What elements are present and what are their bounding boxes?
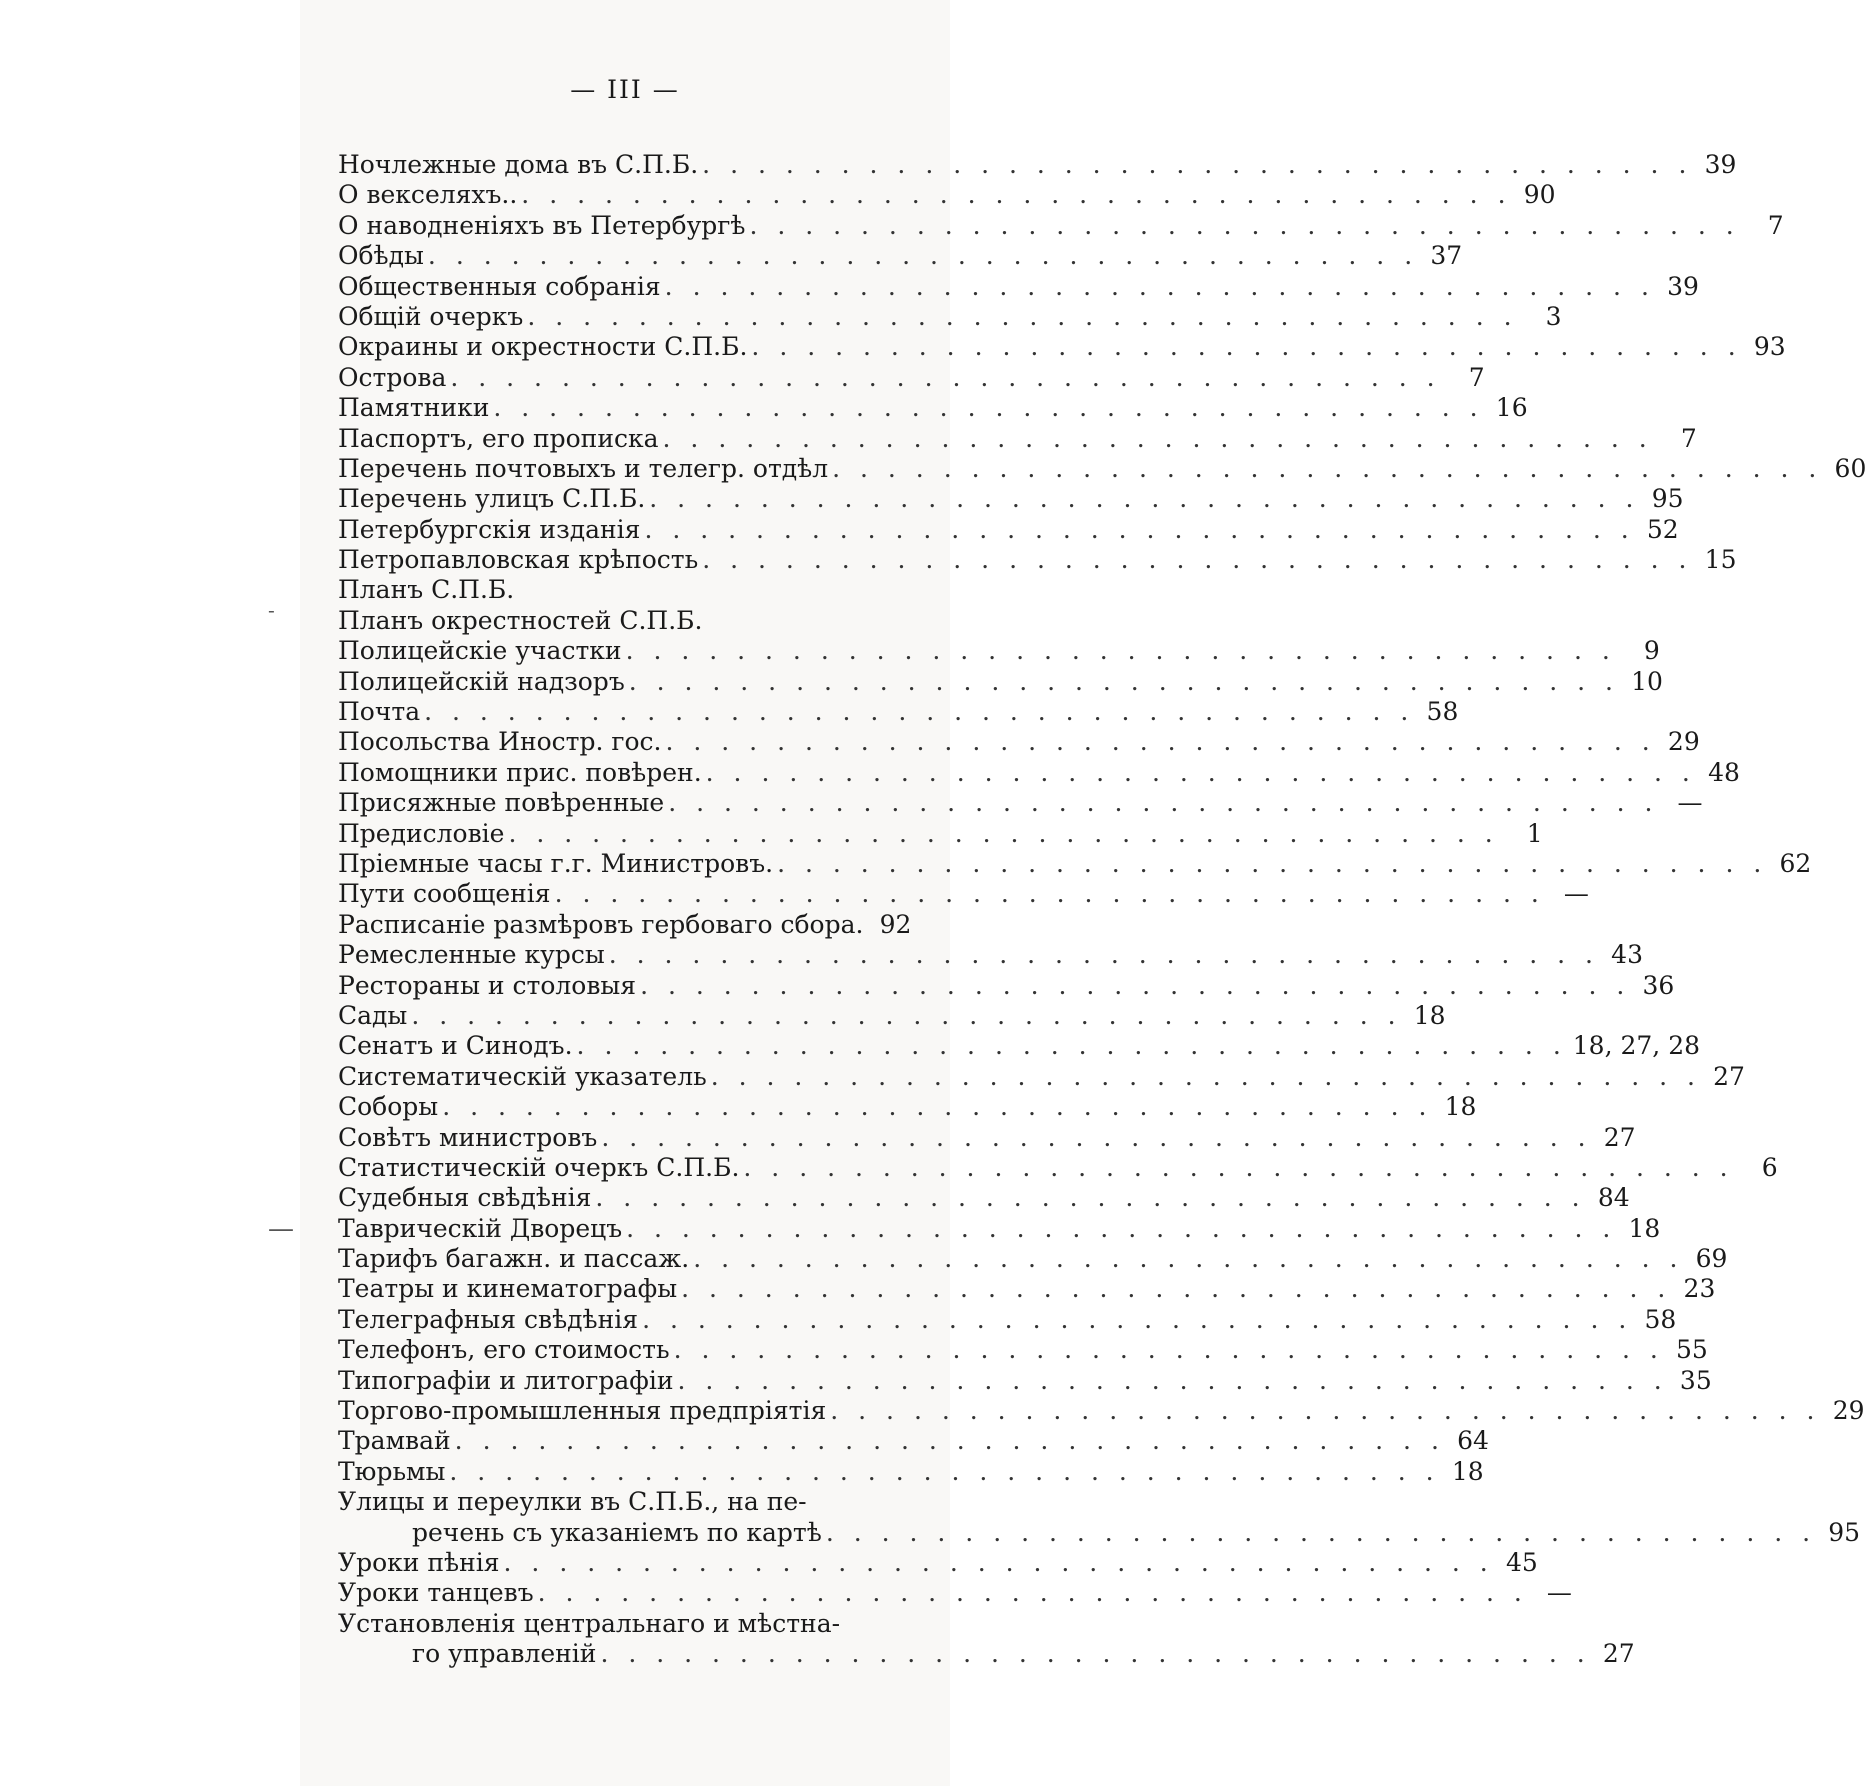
toc-entry-title: Пріемные часы г.г. Министровъ. — [338, 848, 774, 878]
toc-entry — [338, 1183, 1630, 1213]
toc-entry-title: Сенатъ и Синодъ. — [338, 1031, 573, 1061]
dot-leader: . . . . . . . . . . . . . . . . . . . . . . . . . . . . . . . . . . . . — [521, 180, 1512, 210]
toc-entry-page: — — [1677, 788, 1703, 818]
toc-entry-title: Ночлежные дома въ С.П.Б. — [338, 150, 699, 179]
dot-leader: . . . . . . . . . . . . . . . . . . . . . . . . . . . . . . . . . . . . — [424, 697, 1415, 727]
dot-leader: . . . . . . . . . . . . . . . . . . . . . . . . . . . . . . . . . . . . — [576, 1031, 1567, 1061]
toc-entry — [338, 210, 1784, 241]
toc-entry — [338, 1061, 1745, 1092]
toc-entry-page: 29 — [1832, 1396, 1865, 1426]
toc-entry-title: Пути сообщенія — [338, 879, 551, 909]
dot-leader: . . . . . . . . . . . . . . . . . . . . . . . . . . . . . . . . . . . . — [554, 879, 1545, 909]
toc-entry — [338, 301, 1562, 332]
toc-entry-title: Телеграфныя свѣдѣнія — [338, 1304, 639, 1334]
toc-entry-page: 43 — [1611, 940, 1643, 970]
toc-entry — [338, 1244, 1728, 1274]
toc-entry — [338, 848, 1812, 879]
toc-entry-title: Общественныя собранія — [338, 271, 661, 301]
dot-leader: . . . . . . . . . . . . . . . . . . . . . . . . . . . . . . . . . . . . — [673, 1335, 1664, 1365]
dot-leader: . . . . . . . . . . . . . . . . . . . . . . . . . . . . . . . . . . . . — [665, 727, 1656, 757]
toc-entry — [338, 484, 1684, 514]
dot-leader: . . . . . . . . . . . . . . . . . . . . . . . . . . . . . . . . . . . . — [751, 332, 1742, 362]
toc-entry-page: 37 — [1430, 241, 1463, 271]
toc-entry-page: 62 — [1779, 848, 1812, 878]
dot-leader: . . . . . . . . . . . . . . . . . . . . . . . . . . . . . . . . . . . . — [608, 940, 1599, 970]
toc-entry-title: Помощники прис. повѣрен. — [338, 757, 702, 787]
toc-entry-title: Таврическій Дворецъ — [338, 1213, 623, 1243]
toc-entry — [338, 545, 1737, 575]
toc-entry-title: Общій очеркъ — [338, 301, 524, 331]
toc-entry-title: Перечень почтовыхъ и телегр. отдѣл — [338, 453, 829, 483]
toc-entry — [338, 727, 1700, 757]
dot-leader: . . . . . . . . . . . . . . . . . . . . . . . . . . . . . . . . . . . . — [702, 150, 1693, 179]
toc-entry-page: 64 — [1457, 1426, 1489, 1456]
toc-entry-title: Тюрьмы — [338, 1456, 446, 1486]
toc-entry — [338, 1335, 1708, 1365]
toc-entry-title: Почта — [338, 697, 421, 727]
margin-mark: - — [268, 598, 275, 622]
toc-entry-title: Типографіи и литографіи — [338, 1365, 674, 1395]
toc-entry-page: 1 — [1526, 818, 1543, 848]
toc-entry — [338, 1213, 1661, 1244]
dot-leader: . . . . . . . . . . . . . . . . . . . . . . . . . . . . . . . . . . . . — [830, 1396, 1821, 1426]
toc-entry-title: Установленія центральнаго и мѣстна- — [338, 1608, 841, 1638]
toc-entry-title: Паспортъ, его прописка — [338, 423, 659, 453]
toc-entry-page: 27 — [1713, 1061, 1745, 1091]
toc-entry-title: О векселяхъ.. — [338, 180, 518, 210]
toc-entry-page: 6 — [1761, 1152, 1778, 1182]
toc-entry — [338, 1456, 1484, 1487]
toc-entry-title: О наводненіяхъ въ Петербургѣ — [338, 210, 746, 240]
toc-entry-title: Расписаніе размѣровъ гербоваго сбора. — [338, 909, 864, 939]
dot-leader: . . . . . . . . . . . . . . . . . . . . . . . . . . . . . . . . . . . . — [427, 241, 1419, 271]
toc-entry — [338, 909, 912, 940]
toc-entry-page: 18, 27, 28 — [1572, 1031, 1701, 1061]
toc-entry — [338, 241, 1463, 271]
toc-entry-page: 18 — [1451, 1456, 1484, 1486]
toc-entry-title: Петербургскія изданія — [338, 514, 641, 544]
toc-entry-title: Систематическій указатель — [338, 1061, 707, 1091]
dot-leader: . . . . . . . . . . . . . . . . . . . . . . . . . . . . . . . . . . . . — [743, 1152, 1734, 1182]
dot-leader: . . . . . . . . . . . . . . . . . . . . . . . . . . . . . . . . . . . . — [644, 514, 1635, 544]
toc-entry — [338, 1304, 1677, 1335]
toc-entry-page: 39 — [1667, 271, 1699, 301]
toc-entry — [338, 606, 908, 636]
toc-entry-title: Полицейскій надзоръ — [338, 666, 625, 696]
toc-entry — [338, 271, 1699, 302]
dot-leader: . . . . . . . . . . . . . . . . . . . . . . . . . . . . . . . . . . . . — [442, 1092, 1433, 1122]
toc-entry-title: Памятники — [338, 393, 490, 423]
toc-entry-page: — — [1563, 879, 1589, 909]
table-of-contents — [338, 150, 1866, 1670]
toc-entry — [338, 1000, 1446, 1031]
toc-entry-page: 18 — [1628, 1213, 1661, 1243]
toc-entry — [338, 1578, 1572, 1608]
dot-leader: . . . . . . . . . . . . . . . . . . . . . . . . . . . . . . . . . . . . — [493, 393, 1484, 423]
toc-entry-title: Посольства Иностр. гос. — [338, 727, 662, 757]
toc-entry — [338, 1031, 1701, 1061]
toc-entry — [338, 1396, 1865, 1426]
toc-entry-page: 84 — [1597, 1183, 1630, 1213]
toc-entry-page: 3 — [1545, 301, 1562, 331]
toc-entry-title: Тарифъ багажн. и пассаж. — [338, 1244, 690, 1274]
dot-leader: . . . . . . . . . . . . . . . . . . . . . . . . . . . . . . . . . . . . — [825, 1517, 1817, 1547]
toc-entry-title: Трамвай — [338, 1426, 451, 1456]
toc-entry-page: 7 — [1680, 423, 1697, 453]
toc-entry — [338, 514, 1679, 545]
dot-leader: . . . . . . . . . . . . . . . . . . . . . . . . . . . . . . . . . . . . — [449, 1456, 1440, 1486]
toc-entry-title: Сады — [338, 1000, 408, 1030]
toc-entry-page: 16 — [1495, 393, 1528, 423]
toc-entry-title: Статистическій очеркъ С.П.Б. — [338, 1152, 740, 1182]
dot-leader: . . . . . . . . . . . . . . . . . . . . . . . . . . . . . . . . . . . . — [710, 1061, 1701, 1091]
toc-entry — [338, 757, 1740, 788]
toc-entry-page: 39 — [1704, 150, 1737, 179]
toc-entry-title: го управленій — [412, 1639, 597, 1669]
toc-entry-page: 23 — [1683, 1274, 1716, 1304]
dot-leader: . . . . . . . . . . . . . . . . . . . . . . . . . . . . . . . . . . . . — [537, 1578, 1528, 1608]
toc-entry — [338, 818, 1543, 849]
toc-entry — [338, 788, 1703, 818]
toc-entry — [338, 332, 1786, 362]
toc-entry-page: 55 — [1676, 1335, 1708, 1365]
toc-entry-page: 52 — [1646, 514, 1679, 544]
dot-leader: . . . . . . . . . . . . . . . . . . . . . . . . . . . . . . . . . . . . — [662, 423, 1653, 453]
toc-entry-title: Обѣды — [338, 241, 424, 271]
toc-entry-title: Острова — [338, 362, 447, 392]
dot-leader: . . . . . . . . . . . . . . . . . . . . . . . . . . . . . . . . . . . . — [600, 1639, 1591, 1669]
toc-entry — [338, 970, 1675, 1001]
margin-mark: — — [268, 1214, 294, 1244]
toc-entry-title: Уроки танцевъ — [338, 1578, 534, 1608]
toc-entry-title: Рестораны и столовыя — [338, 970, 637, 1000]
toc-entry-title: Присяжные повѣренные — [338, 788, 665, 818]
toc-entry-page: 18 — [1444, 1092, 1477, 1122]
toc-entry — [338, 697, 1459, 727]
toc-entry-page: 58 — [1644, 1304, 1677, 1334]
toc-entry-title: Соборы — [338, 1092, 439, 1122]
dot-leader: . . . . . . . . . . . . . . . . . . . . . . . . . . . . . . . . . . . . — [668, 788, 1659, 818]
dot-leader: . . . . . . . . . . . . . . . . . . . . . . . . . . . . . . . . . . . . — [681, 1274, 1672, 1304]
toc-entry-page: 69 — [1695, 1244, 1728, 1274]
toc-entry — [338, 666, 1663, 697]
toc-entry-page: 95 — [1828, 1517, 1861, 1547]
toc-entry-title: Планъ С.П.Б. — [338, 575, 515, 605]
dot-leader: . . . . . . . . . . . . . . . . . . . . . . . . . . . . . . . . . . . . — [628, 666, 1619, 696]
toc-entry — [338, 1092, 1477, 1122]
dot-leader: . . . . . . . . . . . . . . . . . . . . . . . . . . . . . . . . . . . . — [693, 1244, 1684, 1274]
toc-entry — [338, 1122, 1636, 1153]
toc-entry-page: 93 — [1753, 332, 1786, 362]
toc-entry — [338, 1609, 908, 1639]
dot-leader: . . . . . . . . . . . . . . . . . . . . . . . . . . . . . . . . . . . . — [450, 362, 1441, 392]
dot-leader: . . . . . . . . . . . . . . . . . . . . . . . . . . . . . . . . . . . . — [677, 1365, 1668, 1395]
dot-leader: . . . . . . . . . . . . . . . . . . . . . . . . . . . . . . . . . . . . — [642, 1304, 1633, 1334]
toc-entry-page: 18 — [1413, 1000, 1446, 1030]
toc-entry-page: 7 — [1767, 210, 1784, 240]
book-page — [300, 0, 1866, 1786]
toc-entry-page: 48 — [1708, 757, 1740, 787]
toc-entry-title: Телефонъ, его стоимость — [338, 1335, 670, 1365]
toc-entry-title: Торгово-промышленныя предпріятія — [338, 1396, 827, 1426]
toc-entry — [338, 575, 908, 605]
toc-entry-page: 27 — [1602, 1639, 1635, 1669]
dot-leader: . . . . . . . . . . . . . . . . . . . . . . . . . . . . . . . . . . . . — [601, 1122, 1592, 1152]
toc-entry — [338, 1639, 1635, 1669]
toc-entry-title: Планъ окрестностей С.П.Б. — [338, 605, 703, 635]
dot-leader: . . . . . . . . . . . . . . . . . . . . . . . . . . . . . . . . . . . . — [625, 636, 1616, 666]
dot-leader: . . . . . . . . . . . . . . . . . . . . . . . . . . . . . . . . . . . . — [702, 545, 1693, 575]
toc-entry-title: Перечень улицъ С.П.Б. — [338, 484, 646, 514]
toc-entry-title: Окраины и окрестности С.П.Б. — [338, 332, 748, 362]
toc-entry-page: 15 — [1704, 545, 1737, 575]
dot-leader: . . . . . . . . . . . . . . . . . . . . . . . . . . . . . . . . . . . . — [595, 1183, 1586, 1213]
toc-entry — [338, 1517, 1861, 1548]
dot-leader: . . . . . . . . . . . . . . . . . . . . . . . . . . . . . . . . . . . . — [649, 484, 1640, 514]
toc-entry-page: 7 — [1468, 362, 1485, 392]
dot-leader: . . . . . . . . . . . . . . . . . . . . . . . . . . . . . . . . . . . . — [626, 1213, 1617, 1243]
toc-entry-page: 36 — [1642, 970, 1675, 1000]
toc-entry-title: Уроки пѣнія — [338, 1547, 500, 1577]
toc-entry-page: 27 — [1603, 1122, 1636, 1152]
page-header: — III — — [570, 75, 680, 104]
toc-entry — [338, 393, 1528, 423]
toc-entry — [338, 150, 1737, 180]
toc-entry — [338, 453, 1866, 484]
toc-entry — [338, 1426, 1489, 1456]
toc-entry — [338, 180, 1556, 210]
dot-leader: . . . . . . . . . . . . . . . . . . . . . . . . . . . . . . . . . . . . — [777, 848, 1768, 878]
toc-entry — [338, 1547, 1538, 1578]
toc-entry — [338, 1152, 1778, 1183]
toc-entry-page: — — [1546, 1578, 1572, 1608]
toc-entry-page: 35 — [1679, 1365, 1712, 1395]
toc-entry-title: Улицы и переулки въ С.П.Б., на пе- — [338, 1487, 807, 1517]
toc-entry-page: 60 — [1834, 453, 1866, 483]
dot-leader: . . . . . . . . . . . . . . . . . . . . . . . . . . . . . . . . . . . . — [832, 453, 1823, 483]
toc-entry-title: Петропавловская крѣпость — [338, 545, 699, 575]
toc-entry-page: 9 — [1643, 636, 1660, 666]
dot-leader: . . . . . . . . . . . . . . . . . . . . . . . . . . . . . . . . . . . . — [749, 210, 1740, 240]
toc-entry-title: Предисловіе — [338, 818, 505, 848]
toc-entry — [338, 1365, 1712, 1396]
dot-leader: . . . . . . . . . . . . . . . . . . . . . . . . . . . . . . . . . . . . — [454, 1426, 1445, 1456]
dot-leader: . . . . . . . . . . . . . . . . . . . . . . . . . . . . . . . . . . . . — [640, 970, 1631, 1000]
dot-leader: . . . . . . . . . . . . . . . . . . . . . . . . . . . . . . . . . . . . — [508, 818, 1499, 848]
toc-entry — [338, 879, 1589, 909]
dot-leader: . . . . . . . . . . . . . . . . . . . . . . . . . . . . . . . . . . . . — [705, 757, 1696, 787]
toc-entry-page: 45 — [1505, 1547, 1538, 1577]
toc-entry — [338, 423, 1697, 454]
toc-entry-title: Совѣтъ министровъ — [338, 1122, 598, 1152]
dot-leader: . . . . . . . . . . . . . . . . . . . . . . . . . . . . . . . . . . . . — [411, 1000, 1402, 1030]
toc-entry-title: речень съ указаніемъ по картѣ — [412, 1517, 822, 1547]
dot-leader: . . . . . . . . . . . . . . . . . . . . . . . . . . . . . . . . . . . . — [503, 1547, 1494, 1577]
toc-entry-page: 29 — [1667, 727, 1700, 757]
toc-entry — [338, 940, 1643, 970]
toc-entry-page: 95 — [1651, 484, 1684, 514]
toc-entry-title: Театры и кинематографы — [338, 1274, 678, 1304]
dot-leader: . . . . . . . . . . . . . . . . . . . . . . . . . . . . . . . . . . . . — [527, 301, 1518, 331]
dot-leader: . . . . . . . . . . . . . . . . . . . . . . . . . . . . . . . . . . . . — [664, 271, 1655, 301]
toc-entry-title: Ремесленные курсы — [338, 940, 605, 970]
toc-entry-title: Судебныя свѣдѣнія — [338, 1183, 592, 1213]
toc-entry — [338, 362, 1485, 393]
toc-entry — [338, 1487, 908, 1517]
toc-entry-page: 58 — [1426, 697, 1459, 727]
toc-entry-page: 90 — [1523, 180, 1556, 210]
toc-entry-page: 92 — [879, 909, 912, 939]
toc-entry-page: 10 — [1631, 666, 1663, 696]
toc-entry-title: Полицейскіе участки — [338, 636, 622, 666]
toc-entry — [338, 1274, 1716, 1304]
toc-entry — [338, 636, 1660, 666]
